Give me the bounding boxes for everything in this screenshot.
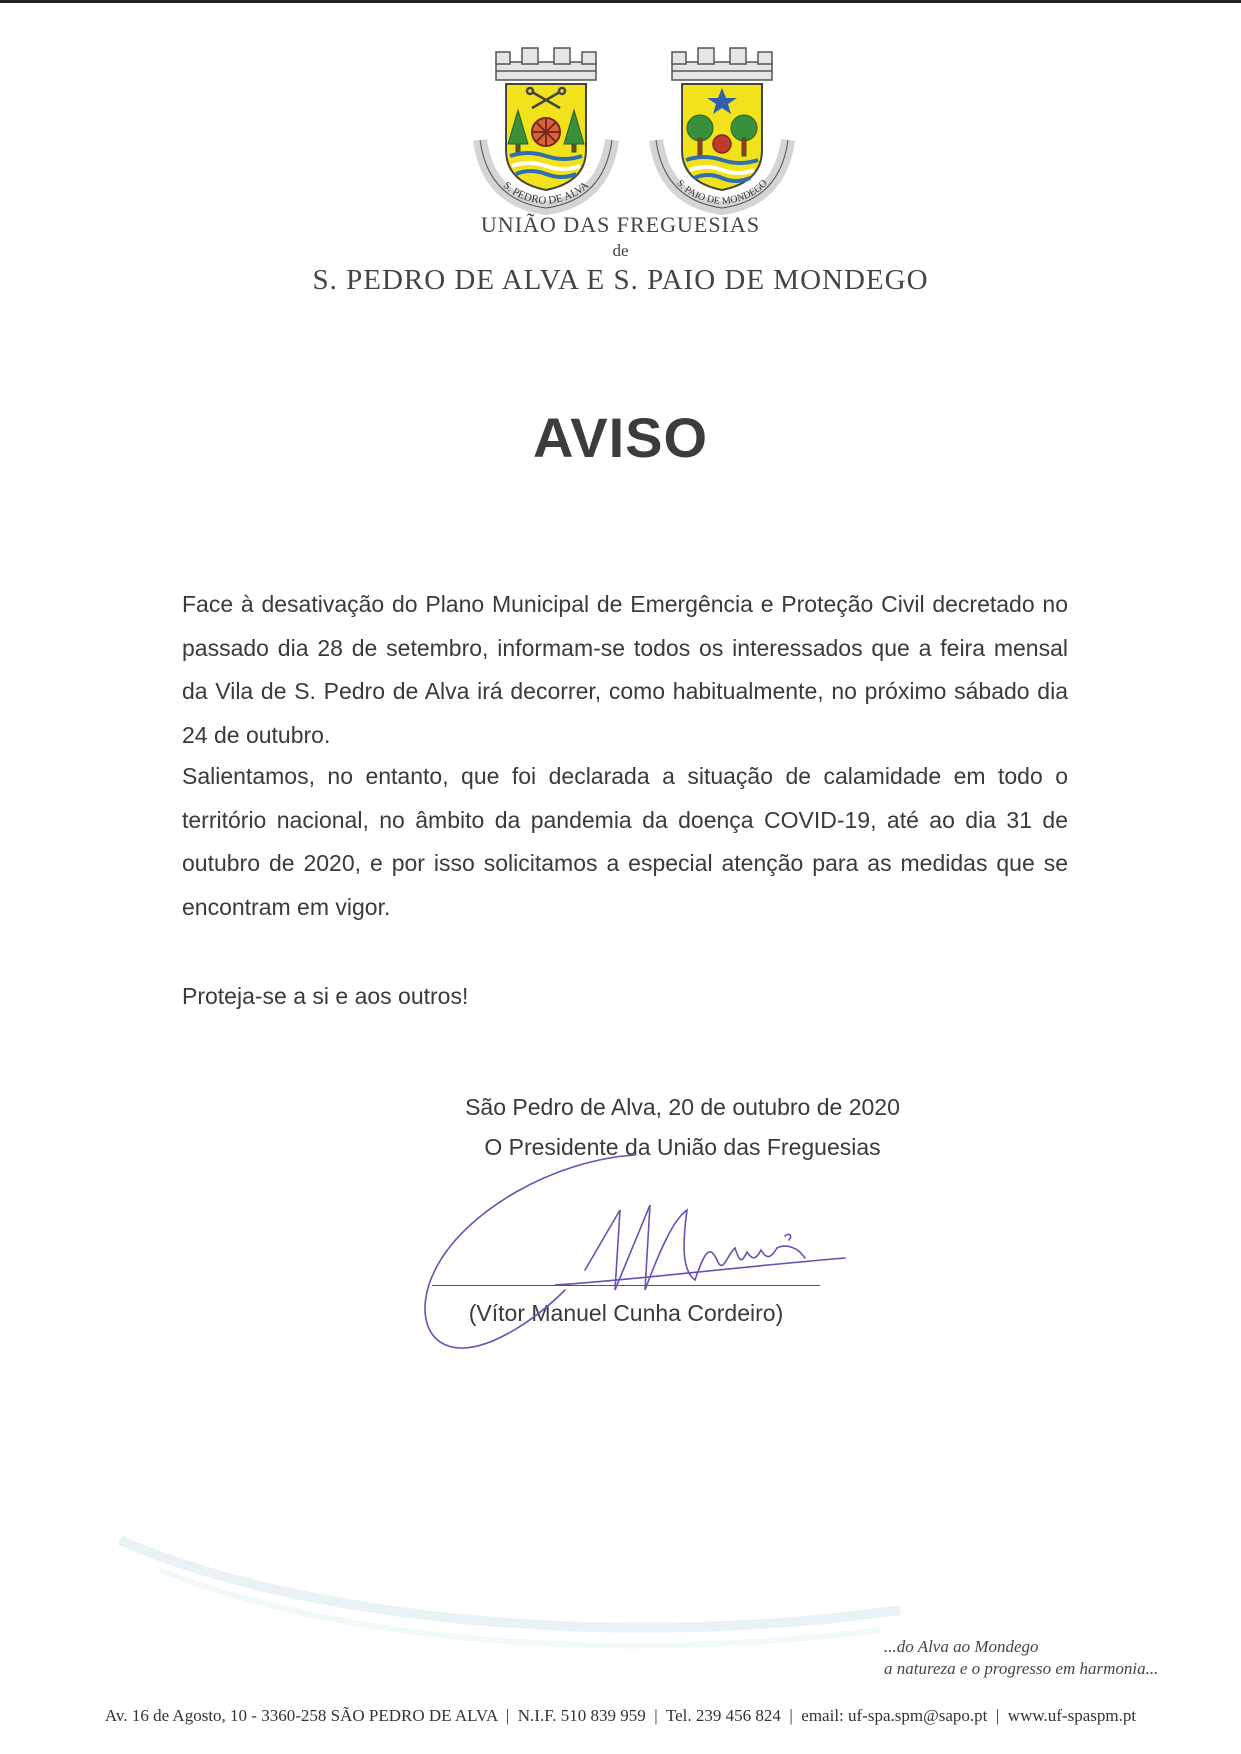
mural-crown-icon (672, 48, 772, 80)
handwritten-signature (405, 1140, 865, 1360)
mill-wheel-icon (532, 118, 560, 146)
top-border (0, 0, 1241, 3)
notice-paragraph-1: Face à desativação do Plano Municipal de Emergência e Proteção Civil decretado no passado dia 28 de setembro, informam-se todos os interessados que a feira mensal da Vila de S. Pedro de Alva irá decorrer, como habitualmente, no próximo sábado dia 24 de outubro. (182, 591, 1068, 748)
motto-line-2: a natureza e o progresso em harmonia... (884, 1659, 1159, 1678)
millstone-icon (713, 135, 731, 153)
sao-paio-de-mondego-coat-of-arms (642, 40, 802, 220)
decorative-swoosh (0, 1460, 1241, 1680)
motto-line-1: ...do Alva ao Mondego (884, 1637, 1039, 1656)
footer-address: Av. 16 de Agosto, 10 - 3360-258 SÃO PEDRO DE ALVA (104, 1706, 498, 1725)
svg-text:S. PAIO DE MONDEGO: S. PAIO DE MONDEGO (674, 177, 770, 208)
svg-text:S. PEDRO DE ALVA: S. PEDRO DE ALVA (500, 179, 592, 208)
footer-contact: Av. 16 de Agosto, 10 - 3360-258 SÃO PEDRO DE ALVA | N.I.F. 510 839 959 | Tel. 239 456 824 | email: uf-spa.spm@sapo.pt | www.uf-spaspm.pt (104, 1706, 1137, 1725)
signatory-role: O Presidente da União das Freguesias (484, 1134, 881, 1160)
union-connector: de (612, 241, 629, 260)
footer-email: email: uf-spa.spm@sapo.pt (801, 1706, 988, 1725)
footer-nif: N.I.F. 510 839 959 (517, 1706, 646, 1725)
footer-tel: Tel. 239 456 824 (665, 1706, 781, 1725)
notice-paragraph-3: Proteja-se a si e aos outros! (182, 983, 469, 1009)
union-title: UNIÃO DAS FREGUESIAS (480, 212, 761, 237)
sao-pedro-de-alva-coat-of-arms (466, 40, 626, 220)
page-title: AVISO (532, 406, 709, 469)
parishes-title: S. PEDRO DE ALVA E S. PAIO DE MONDEGO (312, 264, 929, 296)
footer-website: www.uf-spaspm.pt (1007, 1706, 1137, 1725)
place-and-date: São Pedro de Alva, 20 de outubro de 2020 (465, 1094, 900, 1120)
mural-crown-icon (496, 48, 596, 80)
signatory-name: (Vítor Manuel Cunha Cordeiro) (468, 1300, 784, 1326)
notice-paragraph-2: Salientamos, no entanto, que foi declarada a situação de calamidade em todo o território nacional, no âmbito da pandemia da doença COVID-19, até ao dia 31 de outubro de 2020, e por isso solicitamos a especial atenção para as medidas que se encontram em vigor. (182, 763, 1068, 920)
